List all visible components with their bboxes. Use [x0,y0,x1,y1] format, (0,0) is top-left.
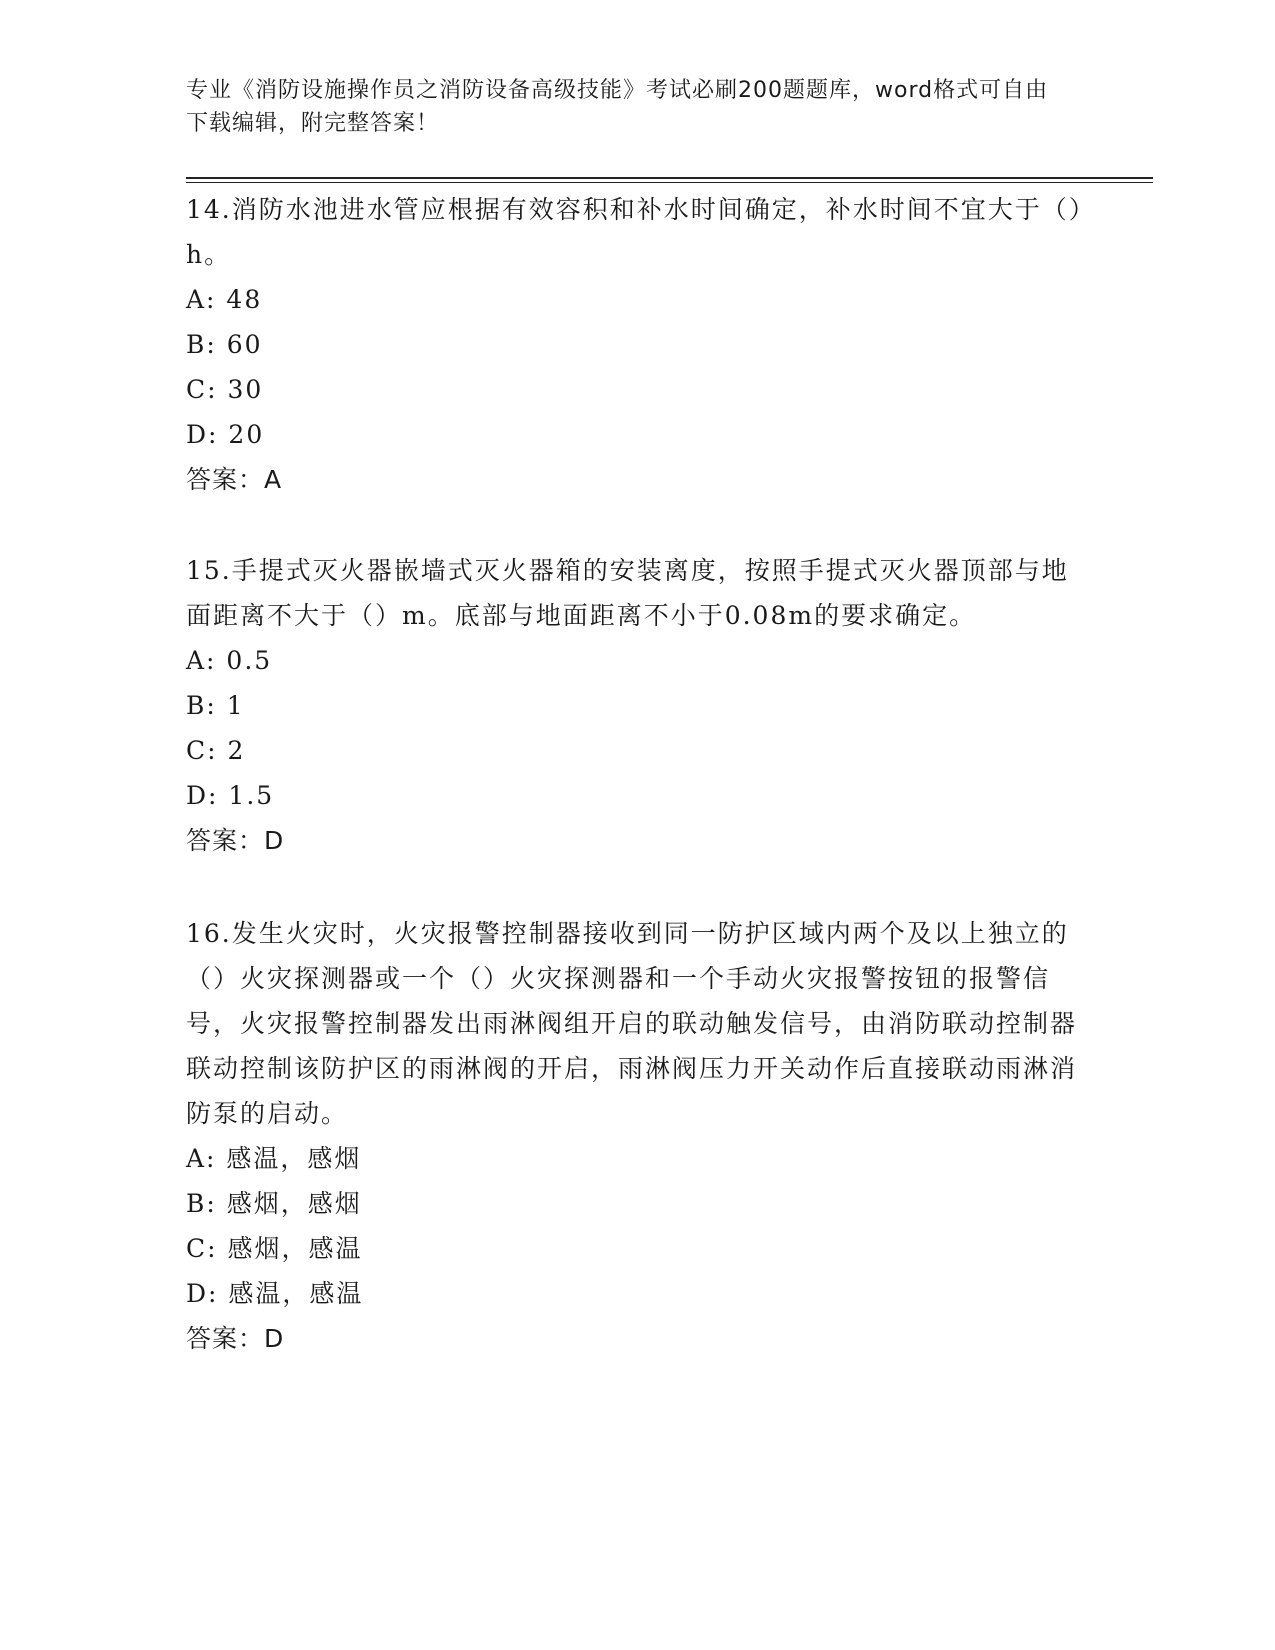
question-stem: 14.消防水池进水管应根据有效容积和补水时间确定，补水时间不宜大于（）h。 [186,195,1084,269]
question-15 [186,548,1086,863]
header-divider-thin [186,182,1153,183]
question-14 [186,187,1086,502]
option-d: D: 感温，感温 [186,1279,364,1308]
option-c: C: 2 [186,736,246,765]
question-16 [186,911,1086,1361]
option-b: B: 感烟，感烟 [186,1189,362,1218]
option-b: B: 60 [186,330,263,359]
answer-line: 答案：D [186,1324,285,1353]
option-c: C: 30 [186,375,264,404]
option-a: A: 0.5 [186,646,273,675]
answer-line: 答案：D [186,826,285,855]
question-stem: 16.发生火灾时，火灾报警控制器接收到同一防护区域内两个及以上独立的（）火灾探测器或一个（）火灾探测器和一个手动火灾报警按钮的报警信号，火灾报警控制器发出雨淋阀组开启的联动触发信号，由消防联动控制器联动控制该防护区的雨淋阀的开启，雨淋阀压力开关动作后直接联动雨淋消防泵的启动。 [186,919,1078,1128]
header-divider-thick [186,177,1153,179]
option-d: D: 1.5 [186,781,275,810]
question-stem: 15.手提式灭火器嵌墙式灭火器箱的安装离度，按照手提式灭火器顶部与地面距离不大于（）m。底部与地面距离不小于0.08m的要求确定。 [186,556,1069,630]
option-a: A: 48 [186,285,263,314]
option-d: D: 20 [186,420,265,449]
option-b: B: 1 [186,691,245,720]
option-c: C: 感烟，感温 [186,1234,363,1263]
document-header: 专业《消防设施操作员之消防设备高级技能》考试必刷200题题库，word格式可自由下载编辑，附完整答案！ [186,78,1049,136]
option-a: A: 感温，感烟 [186,1144,362,1173]
answer-line: 答案：A [186,465,283,494]
